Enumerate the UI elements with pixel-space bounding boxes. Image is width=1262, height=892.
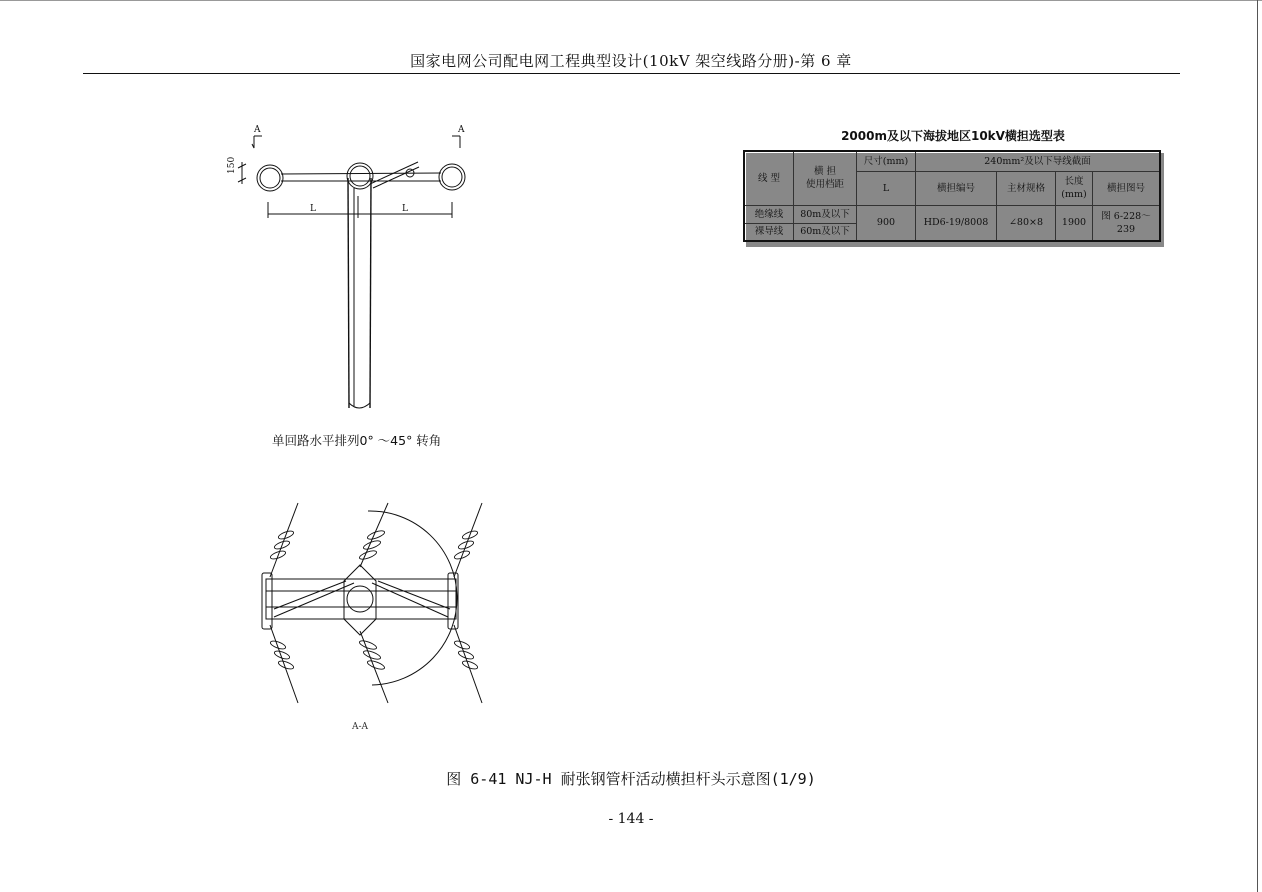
th-length: 长度(mm) bbox=[1056, 171, 1093, 205]
th-code: 横担编号 bbox=[916, 171, 997, 205]
th-span: 使用档距 bbox=[805, 179, 844, 191]
crossarm-selection-table bbox=[743, 150, 1161, 242]
th-line-type: 线 型 bbox=[744, 151, 794, 205]
th-crossarm: 横 担 bbox=[813, 166, 837, 178]
section-mark-right: A bbox=[458, 125, 465, 135]
dim-150-label: 150 bbox=[227, 156, 237, 174]
page-frame-top bbox=[0, 0, 1262, 1]
page-frame-right bbox=[1257, 0, 1258, 892]
row-span: 80m及以下 bbox=[794, 205, 857, 223]
top-drawing-caption: 单回路水平排列0° ～45° 转角 bbox=[272, 433, 442, 448]
cell-length: 1900 bbox=[1056, 205, 1093, 241]
pole-plan-drawing bbox=[210, 118, 490, 418]
row-span: 60m及以下 bbox=[794, 223, 857, 241]
row-type: 绝缘线 bbox=[744, 205, 794, 223]
row-type: 裸导线 bbox=[744, 223, 794, 241]
figure-caption: 图 6-41 NJ-H 耐张钢管杆活动横担杆头示意图(1/9) bbox=[446, 770, 816, 788]
section-aa-label: A-A bbox=[352, 722, 369, 732]
table-title: 2000m及以下海拔地区10kV横担选型表 bbox=[841, 129, 1065, 143]
th-size: 尺寸(mm) bbox=[857, 151, 916, 171]
th-material: 主材规格 bbox=[997, 171, 1056, 205]
section-mark-left: A bbox=[254, 125, 261, 135]
cell-code: HD6-19/8008 bbox=[916, 205, 997, 241]
cell-material: ∠80×8 bbox=[997, 205, 1056, 241]
dim-L-left: L bbox=[310, 204, 316, 214]
section-aa-drawing bbox=[250, 495, 500, 715]
th-crossarm-span bbox=[794, 151, 857, 205]
cell-L: 900 bbox=[857, 205, 916, 241]
page-number: - 144 - bbox=[608, 811, 654, 827]
th-drawing: 横担图号 bbox=[1093, 171, 1161, 205]
header-rule bbox=[83, 73, 1180, 74]
cell-drawing: 图 6-228～239 bbox=[1093, 205, 1161, 241]
th-L: L bbox=[857, 171, 916, 205]
th-section: 240mm²及以下导线截面 bbox=[916, 151, 1161, 171]
dim-L-right: L bbox=[402, 204, 408, 214]
page-header-title: 国家电网公司配电网工程典型设计(10kV 架空线路分册)-第 6 章 bbox=[410, 52, 852, 70]
